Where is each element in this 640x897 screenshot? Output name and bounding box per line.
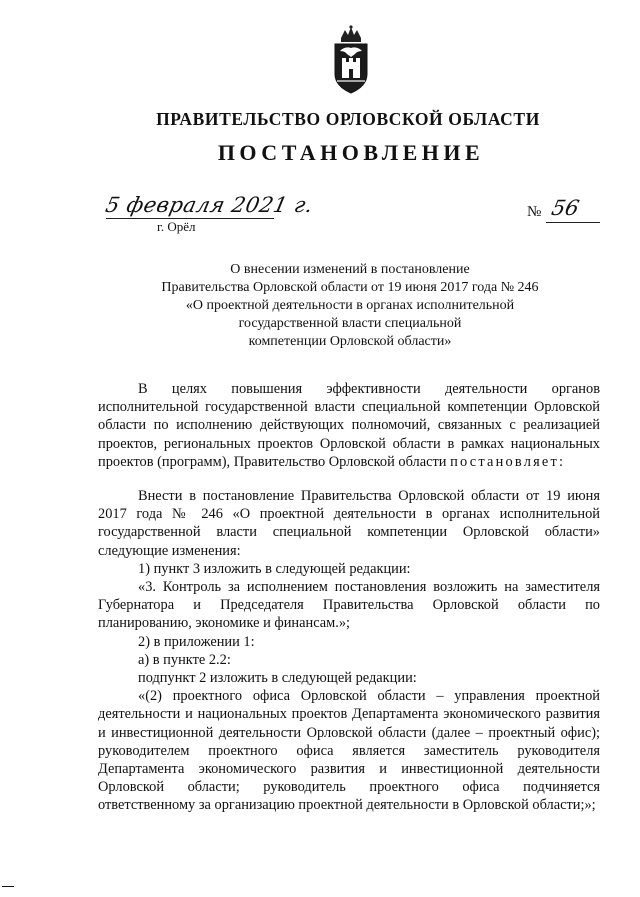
subject-line: «О проектной деятельности в органах исполнительной [185, 298, 515, 313]
document-body [98, 380, 600, 815]
document-subject [150, 261, 550, 351]
subject-line: компетенции Орловской области» [248, 334, 452, 349]
subject-line: государственной власти специальной [238, 316, 462, 331]
handwritten-date: 5 февраля 2021 г. [103, 193, 316, 217]
preamble-paragraph [98, 380, 600, 471]
decree-word: постановляет: [450, 453, 566, 470]
city-label: г. Орёл [157, 219, 196, 234]
number-label: № [527, 204, 542, 220]
number-underline [546, 222, 600, 223]
handwritten-number: 56 [549, 196, 582, 220]
paragraph-5: а) в пункте 2.2: [138, 651, 231, 668]
paragraph-3: «3. Контроль за исполнением постановления возложить на заместителя Губернатора и Председателя Правительства Орловской области по планированию, экономике и финансам.»; [98, 579, 600, 632]
subject-line: Правительства Орловской области от 19 июня 2017 года № 246 [161, 280, 539, 295]
paragraph-1: Внести в постановление Правительства Орловской области от 19 июня 2017 года № 246 «О проектной деятельности в органах исполнительной государственной власти специальной компетенции Орловской области» следующие изменения: [98, 488, 600, 559]
preamble-text: В целях повышения эффективности деятельности органов исполнительной государственной власти специальной компетенции Орловской области по исполнению действующих полномочий, связанных с реализацией проектов, региональных проектов Орловской области в рамках национальных проектов (программ), Правительство Орловской области [98, 381, 600, 470]
coat-of-arms-emblem [327, 24, 375, 96]
paragraph-2: 1) пункт 3 изложить в следующей редакции: [138, 560, 411, 577]
subject-line: О внесении изменений в постановление [230, 262, 470, 277]
document-type-title: ПОСТАНОВЛЕНИЕ [217, 140, 485, 165]
paragraph-6: подпункт 2 изложить в следующей редакции: [138, 670, 417, 687]
paragraph-4: 2) в приложении 1: [138, 633, 255, 650]
paragraph-7: «(2) проектного офиса Орловской области – управления проектной деятельности и национальных проектов Департамента экономического развития и инвестиционной деятельности Орловской области (далее – проектный офис); руководителем проектного офиса является заместитель руководителя Департамента экономического развития и инвестиционной деятельности Орловской области; руководитель проектного офиса подчиняется ответственному за организацию проектной деятельности в Орловской области;»; [98, 688, 600, 814]
margin-mark [2, 886, 14, 887]
government-title: ПРАВИТЕЛЬСТВО ОРЛОВСКОЙ ОБЛАСТИ [156, 109, 540, 129]
